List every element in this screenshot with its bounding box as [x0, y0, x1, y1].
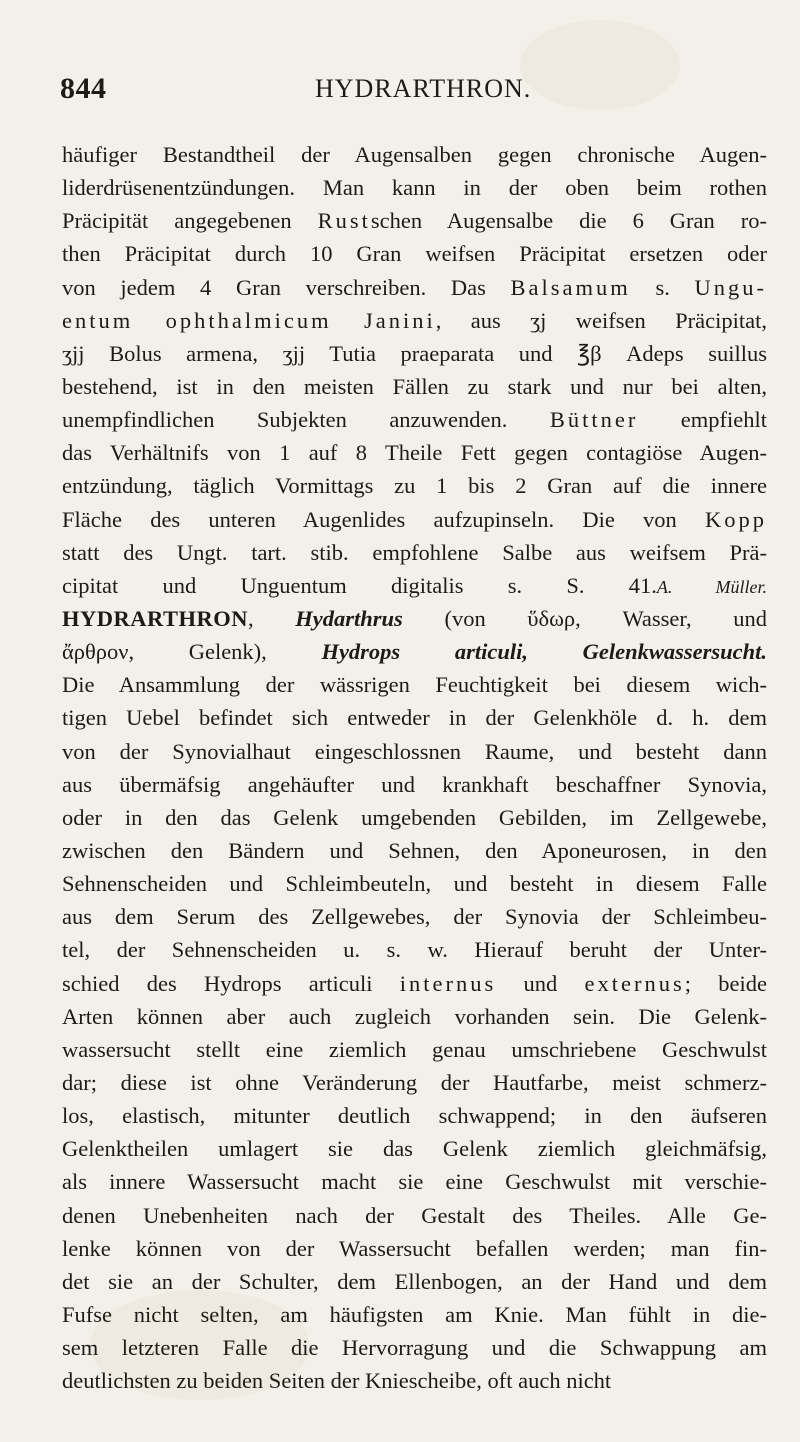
text-fragment: schied des Hydrops articuli — [62, 970, 400, 996]
text-fragment: von jedem 4 Gran verschreiben. Das — [62, 274, 511, 300]
text-line — [62, 1165, 767, 1198]
text-fragment: denen Unebenheiten nach der Gestalt des Theiles. Alle Ge- — [62, 1202, 767, 1228]
text-fragment: Ungu- — [694, 274, 767, 300]
text-line — [62, 635, 767, 668]
text-fragment: det sie an der Schulter, dem Ellenbogen, an der Hand und dem — [62, 1268, 767, 1294]
term-unguentum-ophthalmicum: entum ophthalmicum Janini — [62, 307, 436, 333]
text-fragment: ʒjj Bolus armena, ʒjj Tutia praeparata und ℥β Adeps suillus — [62, 340, 767, 366]
text-fragment: häufiger Bestandtheil der Augensalben gegen chronische Augen- — [62, 142, 767, 167]
text-fragment: los, elastisch, mitunter deutlich schwappend; in den äufseren — [62, 1103, 767, 1129]
text-fragment: aus dem Serum des Zellgewebes, der Synovia der Schleimbeu- — [62, 904, 767, 930]
text-fragment: bestehend, ist in den meisten Fällen zu stark und nur bei alten, — [62, 373, 767, 399]
text-fragment: und — [496, 970, 585, 996]
author-name-kopp: Kopp — [705, 506, 767, 532]
text-fragment: unempfindlichen Subjekten anzuwenden. — [62, 407, 550, 433]
text-line — [62, 171, 767, 204]
text-fragment: aus übermäfsig angehäufter und krankhaft beschaffner Synovia, — [62, 771, 767, 797]
running-head — [60, 72, 760, 112]
article-text — [62, 138, 767, 1397]
entry-author-signature: A. Müller. — [656, 576, 767, 597]
text-line — [62, 768, 767, 801]
text-fragment: von der Synovialhaut eingeschlossnen Raume, und besteht dann — [62, 738, 767, 764]
text-line — [62, 403, 767, 436]
entry-synonym: Hydarthrus — [295, 605, 403, 631]
text-fragment: schen Augensalbe die 6 Gran ro- — [370, 208, 768, 234]
text-line — [62, 1298, 767, 1331]
text-line — [62, 1132, 767, 1165]
text-line — [62, 304, 767, 337]
text-line — [62, 1033, 767, 1066]
text-line — [62, 436, 767, 469]
text-fragment: , — [247, 605, 296, 631]
running-title: HYDRARTHRON. — [315, 74, 532, 103]
text-fragment: Arten können aber auch zugleich vorhanden sein. Die Gelenk- — [62, 1003, 767, 1029]
text-line — [62, 1265, 767, 1298]
text-line — [62, 204, 767, 237]
text-line — [62, 503, 767, 536]
text-fragment: zwischen den Bändern und Sehnen, den Aponeurosen, in den — [62, 837, 767, 863]
page-number: 844 — [60, 72, 107, 105]
text-fragment: dar; diese ist ohne Veränderung der Hautfarbe, meist schmerz- — [62, 1069, 767, 1095]
text-line — [62, 867, 767, 900]
text-line — [62, 1199, 767, 1232]
text-line — [62, 900, 767, 933]
text-fragment: entzündung, täglich Vormittags zu 1 bis 2 Gran auf die innere — [62, 473, 767, 499]
text-fragment: ἄρθρον, Gelenk), — [62, 639, 322, 665]
text-line — [62, 370, 767, 403]
text-fragment: empfiehlt — [638, 407, 767, 433]
text-line — [62, 735, 767, 768]
text-line — [62, 1000, 767, 1033]
text-line — [62, 1364, 767, 1397]
text-fragment: , aus ʒj weifsen Präcipitat, — [435, 307, 767, 333]
text-fragment: tigen Uebel befindet sich entweder in der Gelenkhöle d. h. dem — [62, 705, 767, 731]
text-line — [62, 1331, 767, 1364]
text-fragment: ; beide — [684, 970, 768, 996]
text-fragment: Fläche des unteren Augenlides aufzupinseln. Die von — [62, 506, 705, 532]
text-fragment: cipitat und Unguentum digitalis s. S. 41. — [62, 572, 657, 598]
text-line — [62, 1099, 767, 1132]
text-fragment: wassersucht stellt eine ziemlich genau umschriebene Geschwulst — [62, 1036, 767, 1062]
text-fragment: sem letzteren Falle die Hervorragung und die Schwappung am — [62, 1335, 767, 1361]
text-fragment: (von ὕδωρ, Wasser, und — [402, 605, 767, 631]
text-line — [62, 602, 767, 635]
text-fragment: s. — [630, 274, 695, 300]
text-line — [62, 967, 767, 1000]
text-fragment: Präcipität angegebenen — [62, 208, 318, 234]
text-fragment: tel, der Sehnenscheiden u. s. w. Hierauf beruht der Unter- — [62, 937, 767, 963]
entry-synonyms-italic: Hydrops articuli, Gelenkwassersucht. — [321, 639, 767, 665]
author-name-buettner: Büttner — [549, 407, 639, 433]
text-fragment: das Verhältnifs von 1 auf 8 Theile Fett gegen contagiöse Augen- — [62, 440, 767, 466]
text-line — [62, 569, 767, 602]
text-line — [62, 337, 767, 370]
text-line — [62, 138, 767, 171]
text-fragment: Gelenktheilen umlagert sie das Gelenk ziemlich gleichmäfsig, — [62, 1136, 767, 1162]
text-line — [62, 1066, 767, 1099]
text-fragment: then Präcipitat durch 10 Gran weifsen Präcipitat ersetzen oder — [62, 241, 767, 267]
text-line — [62, 834, 767, 867]
text-line — [62, 271, 767, 304]
entry-headword: HYDRARTHRON — [62, 605, 248, 631]
text-fragment: Sehnenscheiden und Schleimbeuteln, und besteht in diesem Falle — [62, 871, 767, 897]
text-fragment: Die Ansammlung der wässrigen Feuchtigkeit bei diesem wich- — [62, 672, 767, 698]
author-name-rust: Rust — [317, 208, 371, 234]
text-fragment: oder in den das Gelenk umgebenden Gebilden, im Zellgewebe, — [62, 804, 767, 830]
text-line — [62, 469, 767, 502]
text-line — [62, 668, 767, 701]
text-fragment: liderdrüsenentzündungen. Man kann in der oben beim rothen — [62, 175, 767, 201]
text-fragment: als innere Wassersucht macht sie eine Geschwulst mit verschie- — [62, 1169, 767, 1195]
text-line — [62, 801, 767, 834]
text-line — [62, 701, 767, 734]
text-fragment: statt des Ungt. tart. stib. empfohlene Salbe aus weifsem Prä- — [62, 539, 767, 565]
text-line — [62, 536, 767, 569]
text-fragment: lenke können von der Wassersucht befallen werden; man fin- — [62, 1235, 767, 1261]
text-line — [62, 237, 767, 270]
text-line — [62, 933, 767, 966]
text-fragment: deutlichsten zu beiden Seiten der Kniescheibe, oft auch nicht — [62, 1368, 612, 1394]
text-line — [62, 1232, 767, 1265]
text-fragment: Fufse nicht selten, am häufigsten am Knie. Man fühlt in die- — [62, 1301, 767, 1327]
term-internus: internus — [399, 970, 497, 996]
term-balsamum: Balsamum — [510, 274, 631, 300]
term-externus: externus — [584, 970, 685, 996]
